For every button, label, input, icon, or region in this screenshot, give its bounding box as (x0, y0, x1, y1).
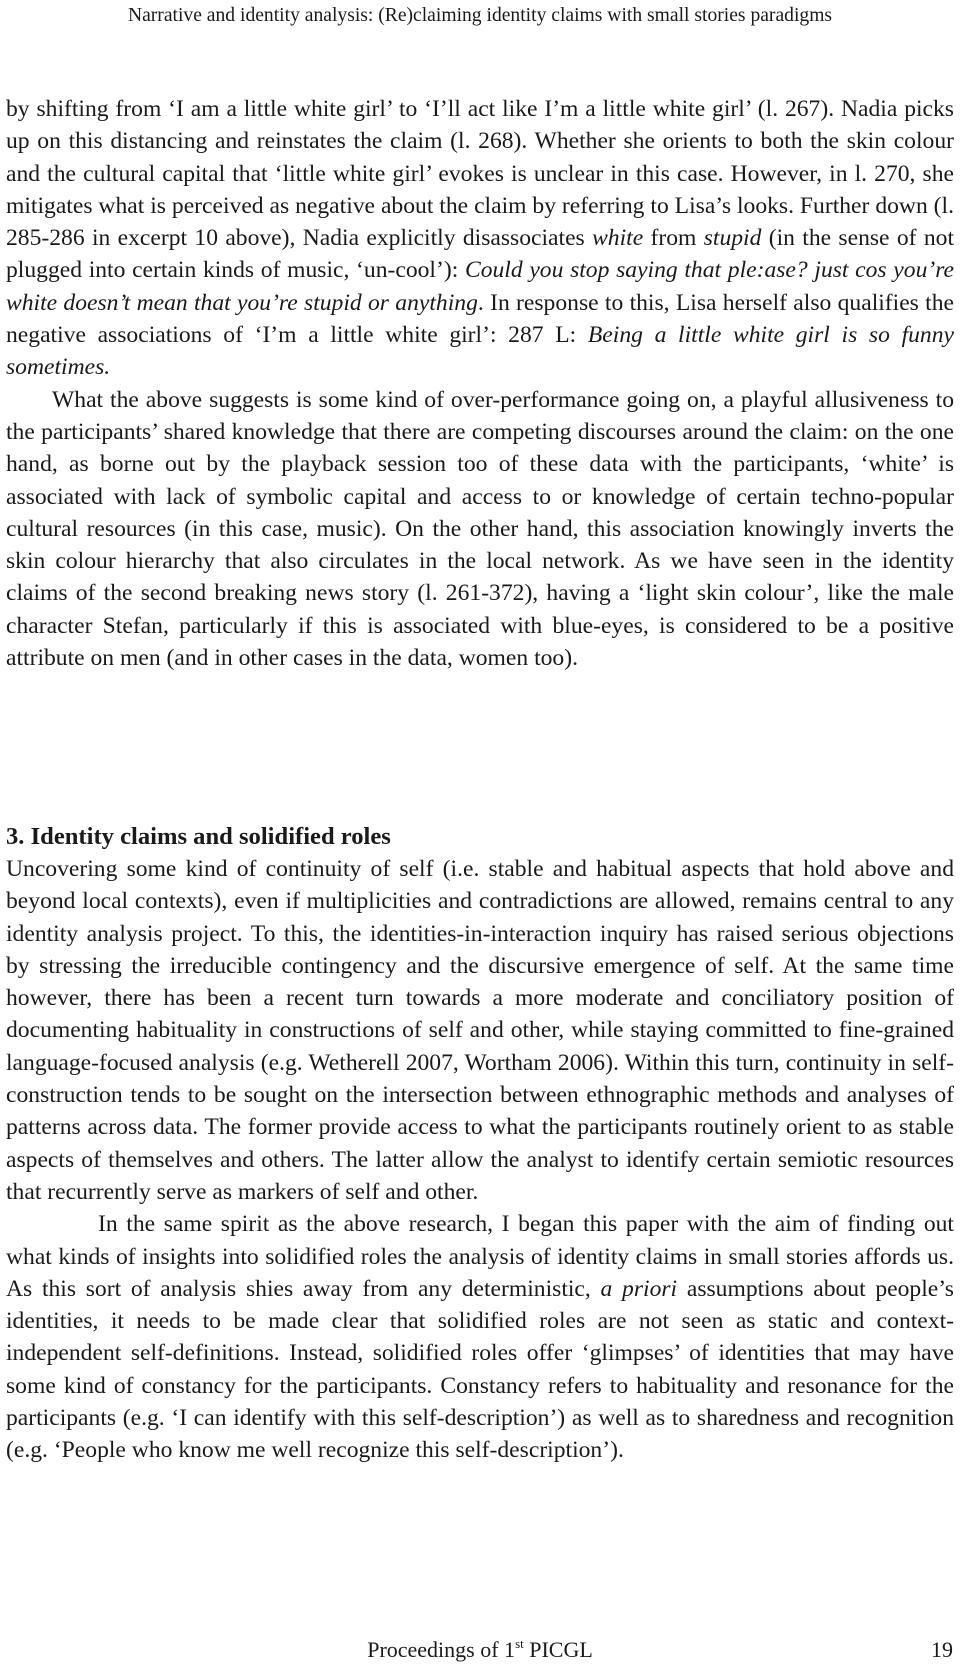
proceedings-prefix: Proceedings of 1 (367, 1637, 516, 1662)
para4-run-italic: a priori (600, 1275, 678, 1302)
paragraph-2: What the above suggests is some kind of over-performance going on, a playful allusiveness to the participants’ shared knowledge that there are competing discourses around the claim: on the one hand, as borne out by the playback session too of these data with the participants, ‘white’ is associated with lack of symbolic capital and access to or knowledge of certain techno-popular cultural resources (in this case, music). On the other hand, this association knowingly inverts the skin colour hierarchy that also circulates in the local network. As we have seen in the identity claims of the second breaking news story (l. 261-372), having a ‘light skin colour’, like the male character Stefan, particularly if this is associated with blue-eyes, is considered to be a positive attribute on men (and in other cases in the data, women too). (6, 386, 954, 672)
para1-run: by shifting from ‘I am a little white girl’ to ‘I’ll act like I’m a little white girl’ (l. 267). Nadia picks up on this distancing and reinstates the claim (l. 268). Whether she orients to both the skin colour and the cultural capital that ‘little white girl’ evokes is unclear in this case. However, in l. 270, she mitigates what is perceived as negative about the claim by referring to Lisa’s looks. Further down (l. 285-286 in excerpt 10 above), Nadia explicitly disassociates (6, 96, 954, 252)
paragraph-3: Uncovering some kind of continuity of self (i.e. stable and habitual aspects that hold above and beyond local contexts), even if multiplicities and contradictions are allowed, remains central to any identity analysis project. To this, the identities-in-interaction inquiry has raised serious objections by stressing the irreducible contingency and the discursive emergence of self. At the same time however, there has been a recent turn towards a more moderate and conciliatory position of documenting habituality in constructions of self and other, while staying committed to fine-grained language-focused analysis (e.g. Wetherell 2007, Wortham 2006). Within this turn, continuity in self-construction tends to be sought on the intersection between ethnographic methods and analyses of patterns across data. The former provide access to what the participants routinely orient to as stable aspects of themselves and others. The latter allow the analyst to identify certain semiotic resources that recurrently serve as markers of self and other. (6, 856, 954, 1205)
para1-run-italic: stupid (703, 225, 762, 252)
body-text-upper (6, 93, 954, 674)
para4-run: assumptions about people’s identities, it needs to be made clear that solidified roles are not seen as static and context-independent self-definitions. Instead, solidified roles offer ‘glimpses’ of identities that may have some kind of constancy for the participants. Constancy refers to habituality and resonance for the participants (e.g. ‘I can identify with this self-description’) as well as to sharedness and recognition (e.g. ‘People who know me well recognize this self-description’). (6, 1275, 954, 1464)
para1-run-italic: Being a little white girl is so funny sometimes. (6, 322, 954, 381)
page-number: 19 (931, 1637, 953, 1662)
body-text-section-3 (6, 821, 954, 1467)
paragraph-4 (6, 1208, 954, 1466)
running-head: Narrative and identity analysis: (Re)claiming identity claims with small stories paradigms (127, 5, 833, 26)
proceedings-suffix: PICGL (523, 1637, 593, 1662)
proceedings-label (0, 1636, 960, 1664)
paragraph-1 (6, 93, 954, 384)
para1-run-italic: Could you stop saying that ple:ase? just cos you’re white doesn’t mean that you’re stupid or anything (6, 257, 955, 316)
proceedings-superscript: st (515, 1636, 524, 1651)
para1-run: (in the sense of not plugged into certain kinds of music, ‘un-cool’): (6, 225, 954, 284)
section-heading: 3. Identity claims and solidified roles (6, 823, 391, 850)
para1-run-italic: white (592, 225, 644, 252)
para1-run: from (643, 225, 704, 252)
para4-run: In the same spirit as the above research, I began this paper with the aim of finding out what kinds of insights into solidified roles the analysis of identity claims in small stories affords us. As this sort of analysis shies away from any deterministic, (6, 1211, 954, 1302)
para1-run: . In response to this, Lisa herself also qualifies the negative associations of ‘I’m a little white girl’: 287 L: (6, 289, 955, 349)
